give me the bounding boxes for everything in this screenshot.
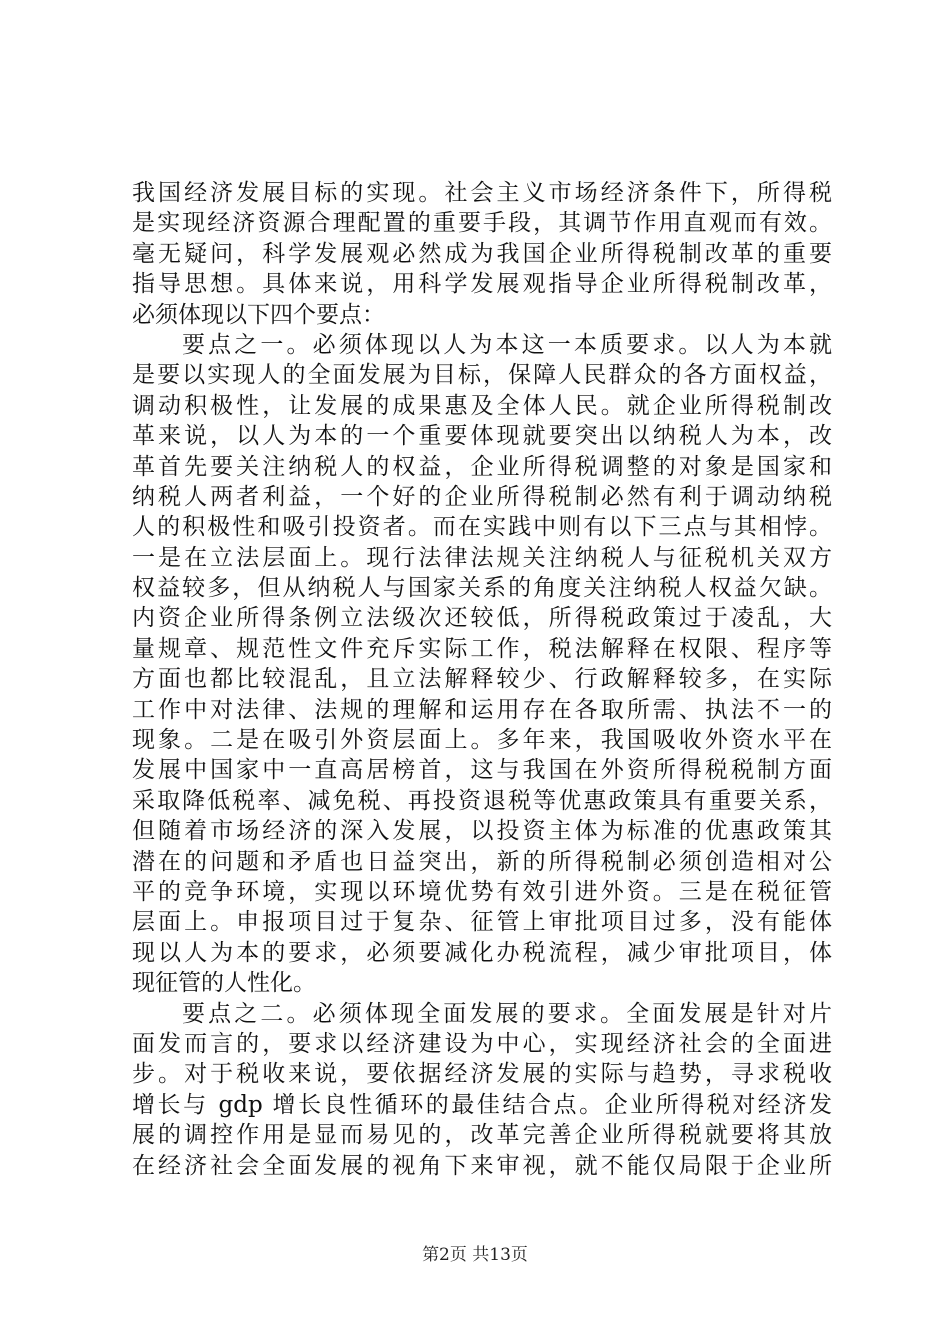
text-line: 方面也都比较混乱，且立法解释较少、行政解释较多，在实际 [132, 666, 832, 693]
text-line: 采取降低税率、减免税、再投资退税等优惠政策具有重要关系， [132, 787, 832, 814]
text-line: 层面上。申报项目过于复杂、征管上审批项目过多，没有能体 [132, 909, 832, 936]
text-line: 权益较多，但从纳税人与国家关系的角度关注纳税人权益欠缺。 [132, 575, 832, 602]
text-line: 调动积极性，让发展的成果惠及全体人民。就企业所得税制改 [132, 392, 832, 419]
text-line: 现象。二是在吸引外资层面上。多年来，我国吸收外资水平在 [132, 727, 832, 754]
text-line: 毫无疑问，科学发展观必然成为我国企业所得税制改革的重要 [132, 240, 832, 267]
text-line: 革首先要关注纳税人的权益，企业所得税调整的对象是国家和 [132, 453, 832, 480]
body-text [132, 178, 832, 1181]
text-line: 展的调控作用是显而易见的，改革完善企业所得税就要将其放 [132, 1122, 832, 1149]
text-line: 人的积极性和吸引投资者。而在实践中则有以下三点与其相悖。 [132, 514, 832, 541]
text-line: 但随着市场经济的深入发展，以投资主体为标准的优惠政策其 [132, 818, 832, 845]
text-line: 指导思想。具体来说，用科学发展观指导企业所得税制改革， [132, 271, 832, 298]
text-line: 工作中对法律、法规的理解和运用存在各取所需、执法不一的 [132, 696, 832, 723]
text-line: 增长与 gdp 增长良性循环的最佳结合点。企业所得税对经济发 [132, 1091, 832, 1118]
text-line: 现征管的人性化。 [132, 970, 316, 997]
paragraph-start-line: 要点之二。必须体现全面发展的要求。全面发展是针对片 [182, 1000, 832, 1027]
text-line: 革来说，以人为本的一个重要体现就要突出以纳税人为本，改 [132, 423, 832, 450]
text-line: 是要以实现人的全面发展为目标，保障人民群众的各方面权益， [132, 362, 832, 389]
text-line: 量规章、规范性文件充斥实际工作，税法解释在权限、程序等 [132, 635, 832, 662]
text-line: 发展中国家中一直高居榜首，这与我国在外资所得税税制方面 [132, 757, 832, 784]
text-line: 纳税人两者利益，一个好的企业所得税制必然有利于调动纳税 [132, 483, 832, 510]
text-line: 潜在的问题和矛盾也日益突出，新的所得税制必须创造相对公 [132, 848, 832, 875]
text-line: 步。对于税收来说，要依据经济发展的实际与趋势，寻求税收 [132, 1061, 832, 1088]
text-line: 面发而言的，要求以经济建设为中心，实现经济社会的全面进 [132, 1030, 832, 1057]
text-line: 内资企业所得条例立法级次还较低，所得税政策过于凌乱，大 [132, 605, 832, 632]
text-line: 一是在立法层面上。现行法律法规关注纳税人与征税机关双方 [132, 544, 832, 571]
text-line: 必须体现以下四个要点： [132, 301, 385, 328]
text-line: 现以人为本的要求，必须要减化办税流程，减少审批项目，体 [132, 939, 832, 966]
paragraph-start-line: 要点之一。必须体现以人为本这一本质要求。以人为本就 [182, 331, 832, 358]
page-footer: 第2页 共13页 [422, 1245, 528, 1265]
text-line: 我国经济发展目标的实现。社会主义市场经济条件下，所得税 [132, 180, 832, 206]
text-line: 在经济社会全面发展的视角下来审视，就不能仅局限于企业所 [132, 1152, 832, 1179]
text-line: 平的竞争环境，实现以环境优势有效引进外资。三是在税征管 [132, 878, 832, 905]
text-line: 是实现经济资源合理配置的重要手段，其调节作用直观而有效。 [132, 210, 832, 237]
